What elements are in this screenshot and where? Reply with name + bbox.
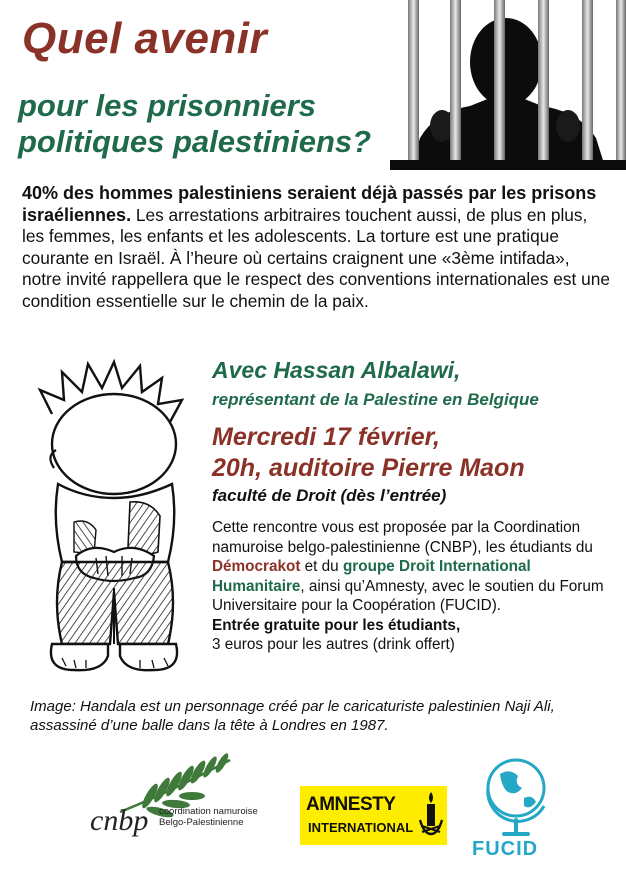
- event-date: Mercredi 17 février,: [212, 423, 440, 451]
- entry-free-students: Entrée gratuite pour les étudiants,: [212, 616, 461, 634]
- cnbp-logo-subtitle: [159, 806, 258, 828]
- cnbp-logo-text: cnbp: [90, 804, 149, 837]
- amnesty-logo-line-1: AMNESTY: [306, 794, 396, 815]
- organizer-democrakot: Démocrakot: [212, 558, 301, 575]
- subtitle-line-2: politiques palestiniens?: [18, 124, 372, 159]
- intro-body: Les arrestations arbitraires touchent aussi, de plus en plus, les femmes, les enfants et les adolescents. La torture est une pratique courante en Israël. À l’heure où certains craignent une «3ème intifada», notre invité rappellera que le respect des conventions internationales est une condition essentielle sur le chemin de la paix.: [22, 204, 610, 311]
- organizers-text-2: et du: [300, 558, 343, 575]
- page-subtitle: [18, 88, 388, 160]
- fucid-logo-text: FUCID: [472, 838, 539, 860]
- organizers-text-3: , ainsi qu’Amnesty, avec le soutien du Forum Universitaire pour la Coopération (FUCID).: [212, 577, 604, 614]
- intro-bold-statement: 40% des hommes palestiniens seraient déjà passés par les prisons israéliennes.: [22, 183, 597, 225]
- organizer-groupe-droit: groupe Droit International Humanitaire: [212, 558, 531, 595]
- guest-role: représentant de la Palestine en Belgique: [212, 390, 539, 409]
- handala-illustration: [22, 352, 212, 682]
- amnesty-logo-line-2: INTERNATIONAL: [308, 820, 414, 835]
- entry-price-others: 3 euros pour les autres (drink offert): [212, 636, 455, 653]
- page-title: Quel avenir: [22, 14, 268, 63]
- organizers-paragraph: [212, 518, 612, 655]
- event-time-place: 20h, auditoire Pierre Maon: [212, 454, 525, 482]
- globe-icon: [470, 748, 565, 843]
- event-faculty: faculté de Droit (dès l’entrée): [212, 486, 447, 505]
- organizers-text-1: Cette rencontre vous est proposée par la Coordination namuroise belgo-palestinienne (CNBP), les étudiants du: [212, 519, 593, 556]
- intro-paragraph: [22, 183, 610, 313]
- amnesty-logo: [300, 786, 447, 845]
- subtitle-line-1: pour les prisonniers: [18, 88, 317, 123]
- image-caption: Image: Handala est un personnage créé par le caricaturiste palestinien Naji Ali, assassiné d’une balle dans la tête à Londres en 1987.: [30, 698, 555, 734]
- prisoner-behind-bars-image: [390, 0, 626, 170]
- candle-icon: [418, 790, 444, 842]
- cnbp-subtitle-line-2: Belgo-Palestinienne: [159, 817, 244, 828]
- guest-name: Avec Hassan Albalawi,: [212, 357, 461, 383]
- cnbp-subtitle-line-1: coordination namuroise: [159, 806, 258, 817]
